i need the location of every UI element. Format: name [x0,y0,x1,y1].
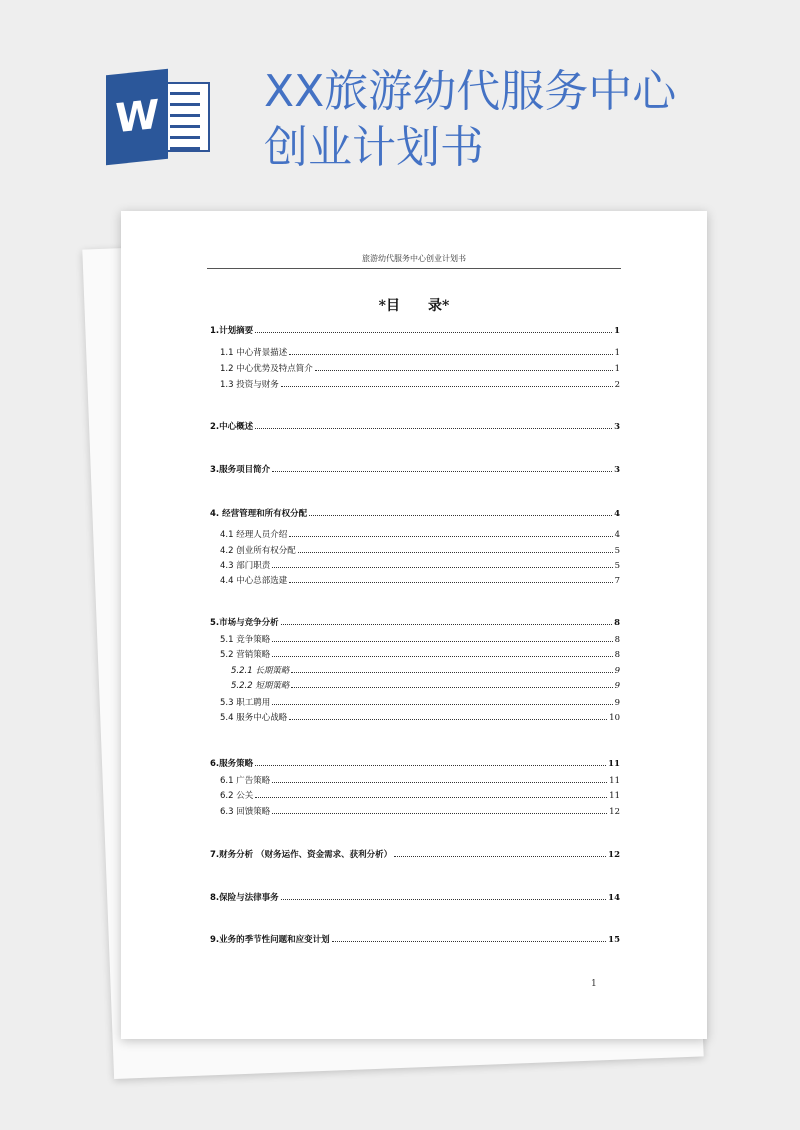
document-page [121,211,707,1039]
toc-entry-text: 5.2 营销策略 [220,650,271,660]
toc-entry[interactable] [210,697,620,709]
toc-entry-page: 5 [614,561,620,571]
toc-leader-dots [272,471,612,472]
toc-entry-text: 4.2 创业所有权分配 [220,546,296,556]
toc-entry-page: 3 [614,422,620,432]
toc-entry[interactable] [210,934,620,946]
toc-entry[interactable] [210,575,620,587]
toc-entry-page: 11 [609,776,620,786]
toc-entry-page: 12 [608,850,620,860]
toc-leader-dots [291,672,612,673]
toc-entry-text: 2.中心概述 [210,422,254,432]
toc-entry-text: 4.1 经理人员介绍 [220,530,288,540]
toc-leader-dots [281,899,607,900]
toc-entry-text: 9.业务的季节性问题和应变计划 [210,935,330,945]
toc-entry-text: 5.2.2 短期策略 [231,681,290,691]
toc-entry-page: 9 [614,666,620,676]
toc-entry-page: 11 [608,759,620,769]
toc-entry[interactable] [210,634,620,646]
toc-entry-text: 1.2 中心优势及特点简介 [220,364,313,374]
page-header: 旅游幼代服务中心创业计划书 [207,253,621,269]
toc-entry-text: 4.4 中心总部选建 [220,576,288,586]
toc-entry[interactable] [210,325,620,337]
toc-entry-page: 15 [608,935,620,945]
toc-entry-page: 2 [614,380,620,390]
toc-leader-dots [291,687,612,688]
toc-entry[interactable] [210,363,620,375]
toc-entry-text: 5.1 竞争策略 [220,635,271,645]
toc-entry-text: 6.2 公关 [220,791,254,801]
toc-leader-dots [272,641,612,642]
toc-entry[interactable] [210,347,620,359]
toc-leader-dots [272,813,607,814]
toc-entry[interactable] [210,545,620,557]
toc-entry-text: 6.1 广告策略 [220,776,271,786]
document-title-line1: XX旅游幼代服务中心 [264,66,677,117]
document-title-line2: 创业计划书 [264,122,484,173]
toc-entry-text: 5.2.1 长期策略 [231,666,290,676]
toc-entry-text: 5.4 服务中心战略 [220,713,288,723]
toc-entry-text: 6.3 回馈策略 [220,807,271,817]
toc-entry-text: 7.财务分析 （财务运作、资金需求、获利分析） [210,850,393,860]
toc-entry-text: 5.市场与竞争分析 [210,618,279,628]
toc-leader-dots [272,782,607,783]
toc-leader-dots [289,536,612,537]
toc-entry-text: 8.保险与法律事务 [210,893,279,903]
toc-leader-dots [272,656,612,657]
toc-entry-page: 14 [608,893,620,903]
toc-entry-page: 7 [614,576,620,586]
toc-entry[interactable] [210,849,620,861]
toc-entry-page: 10 [609,713,620,723]
toc-leader-dots [394,856,606,857]
toc-entry-text: 4.3 部门职责 [220,561,271,571]
toc-entry-text: 5.3 职工聘用 [220,698,271,708]
toc-entry[interactable] [210,379,620,391]
toc-leader-dots [298,552,613,553]
toc-entry[interactable] [210,529,620,541]
toc-entry[interactable] [210,775,620,787]
toc-leader-dots [272,567,612,568]
toc-entry-text: 1.3 投资与财务 [220,380,279,390]
toc-leader-dots [289,719,607,720]
toc-entry[interactable] [210,649,620,661]
toc-entry-text: 1.1 中心背景描述 [220,348,288,358]
toc-leader-dots [255,797,607,798]
toc-entry-page: 8 [614,618,620,628]
toc-entry[interactable] [210,790,620,802]
toc-leader-dots [309,515,612,516]
toc-entry[interactable] [210,421,620,433]
toc-entry-text: 4. 经营管理和所有权分配 [210,509,308,519]
document-title [264,64,784,176]
toc-entry[interactable] [210,892,620,904]
toc-entry[interactable] [210,680,620,692]
toc-entry-text: 6.服务策略 [210,759,254,769]
toc-entry-page: 1 [614,326,620,336]
toc-entry[interactable] [210,712,620,724]
toc-entry[interactable] [210,665,620,677]
toc-leader-dots [255,765,606,766]
toc-entry-page: 3 [614,465,620,475]
toc-entry-page: 9 [614,698,620,708]
toc-title: *目 录* [378,298,450,314]
toc-entry-text: 1.计划摘要 [210,326,254,336]
toc-entry[interactable] [210,758,620,770]
toc-entry-page: 9 [614,681,620,691]
toc-leader-dots [332,941,607,942]
toc-entry-page: 4 [614,530,620,540]
toc-entry-page: 5 [614,546,620,556]
toc-entry[interactable] [210,508,620,520]
toc-leader-dots [255,428,612,429]
toc-entry-text: 3.服务项目简介 [210,465,271,475]
toc-entry[interactable] [210,560,620,572]
page-number: 1 [591,979,597,989]
toc-entry-page: 8 [614,650,620,660]
toc-leader-dots [272,704,612,705]
word-badge: W [106,69,168,166]
toc-leader-dots [315,370,613,371]
toc-entry-page: 12 [609,807,620,817]
toc-leader-dots [281,386,613,387]
toc-leader-dots [289,354,612,355]
toc-leader-dots [289,582,612,583]
toc-entry-page: 1 [614,348,620,358]
toc-entry[interactable] [210,806,620,818]
toc-entry-page: 4 [614,509,620,519]
toc-entry[interactable] [210,464,620,476]
word-logo [106,72,210,162]
toc-entry[interactable] [210,617,620,629]
toc-leader-dots [281,624,612,625]
toc-entry-page: 8 [614,635,620,645]
toc-entry-page: 1 [614,364,620,374]
toc-leader-dots [255,332,612,333]
toc-entry-page: 11 [609,791,620,801]
